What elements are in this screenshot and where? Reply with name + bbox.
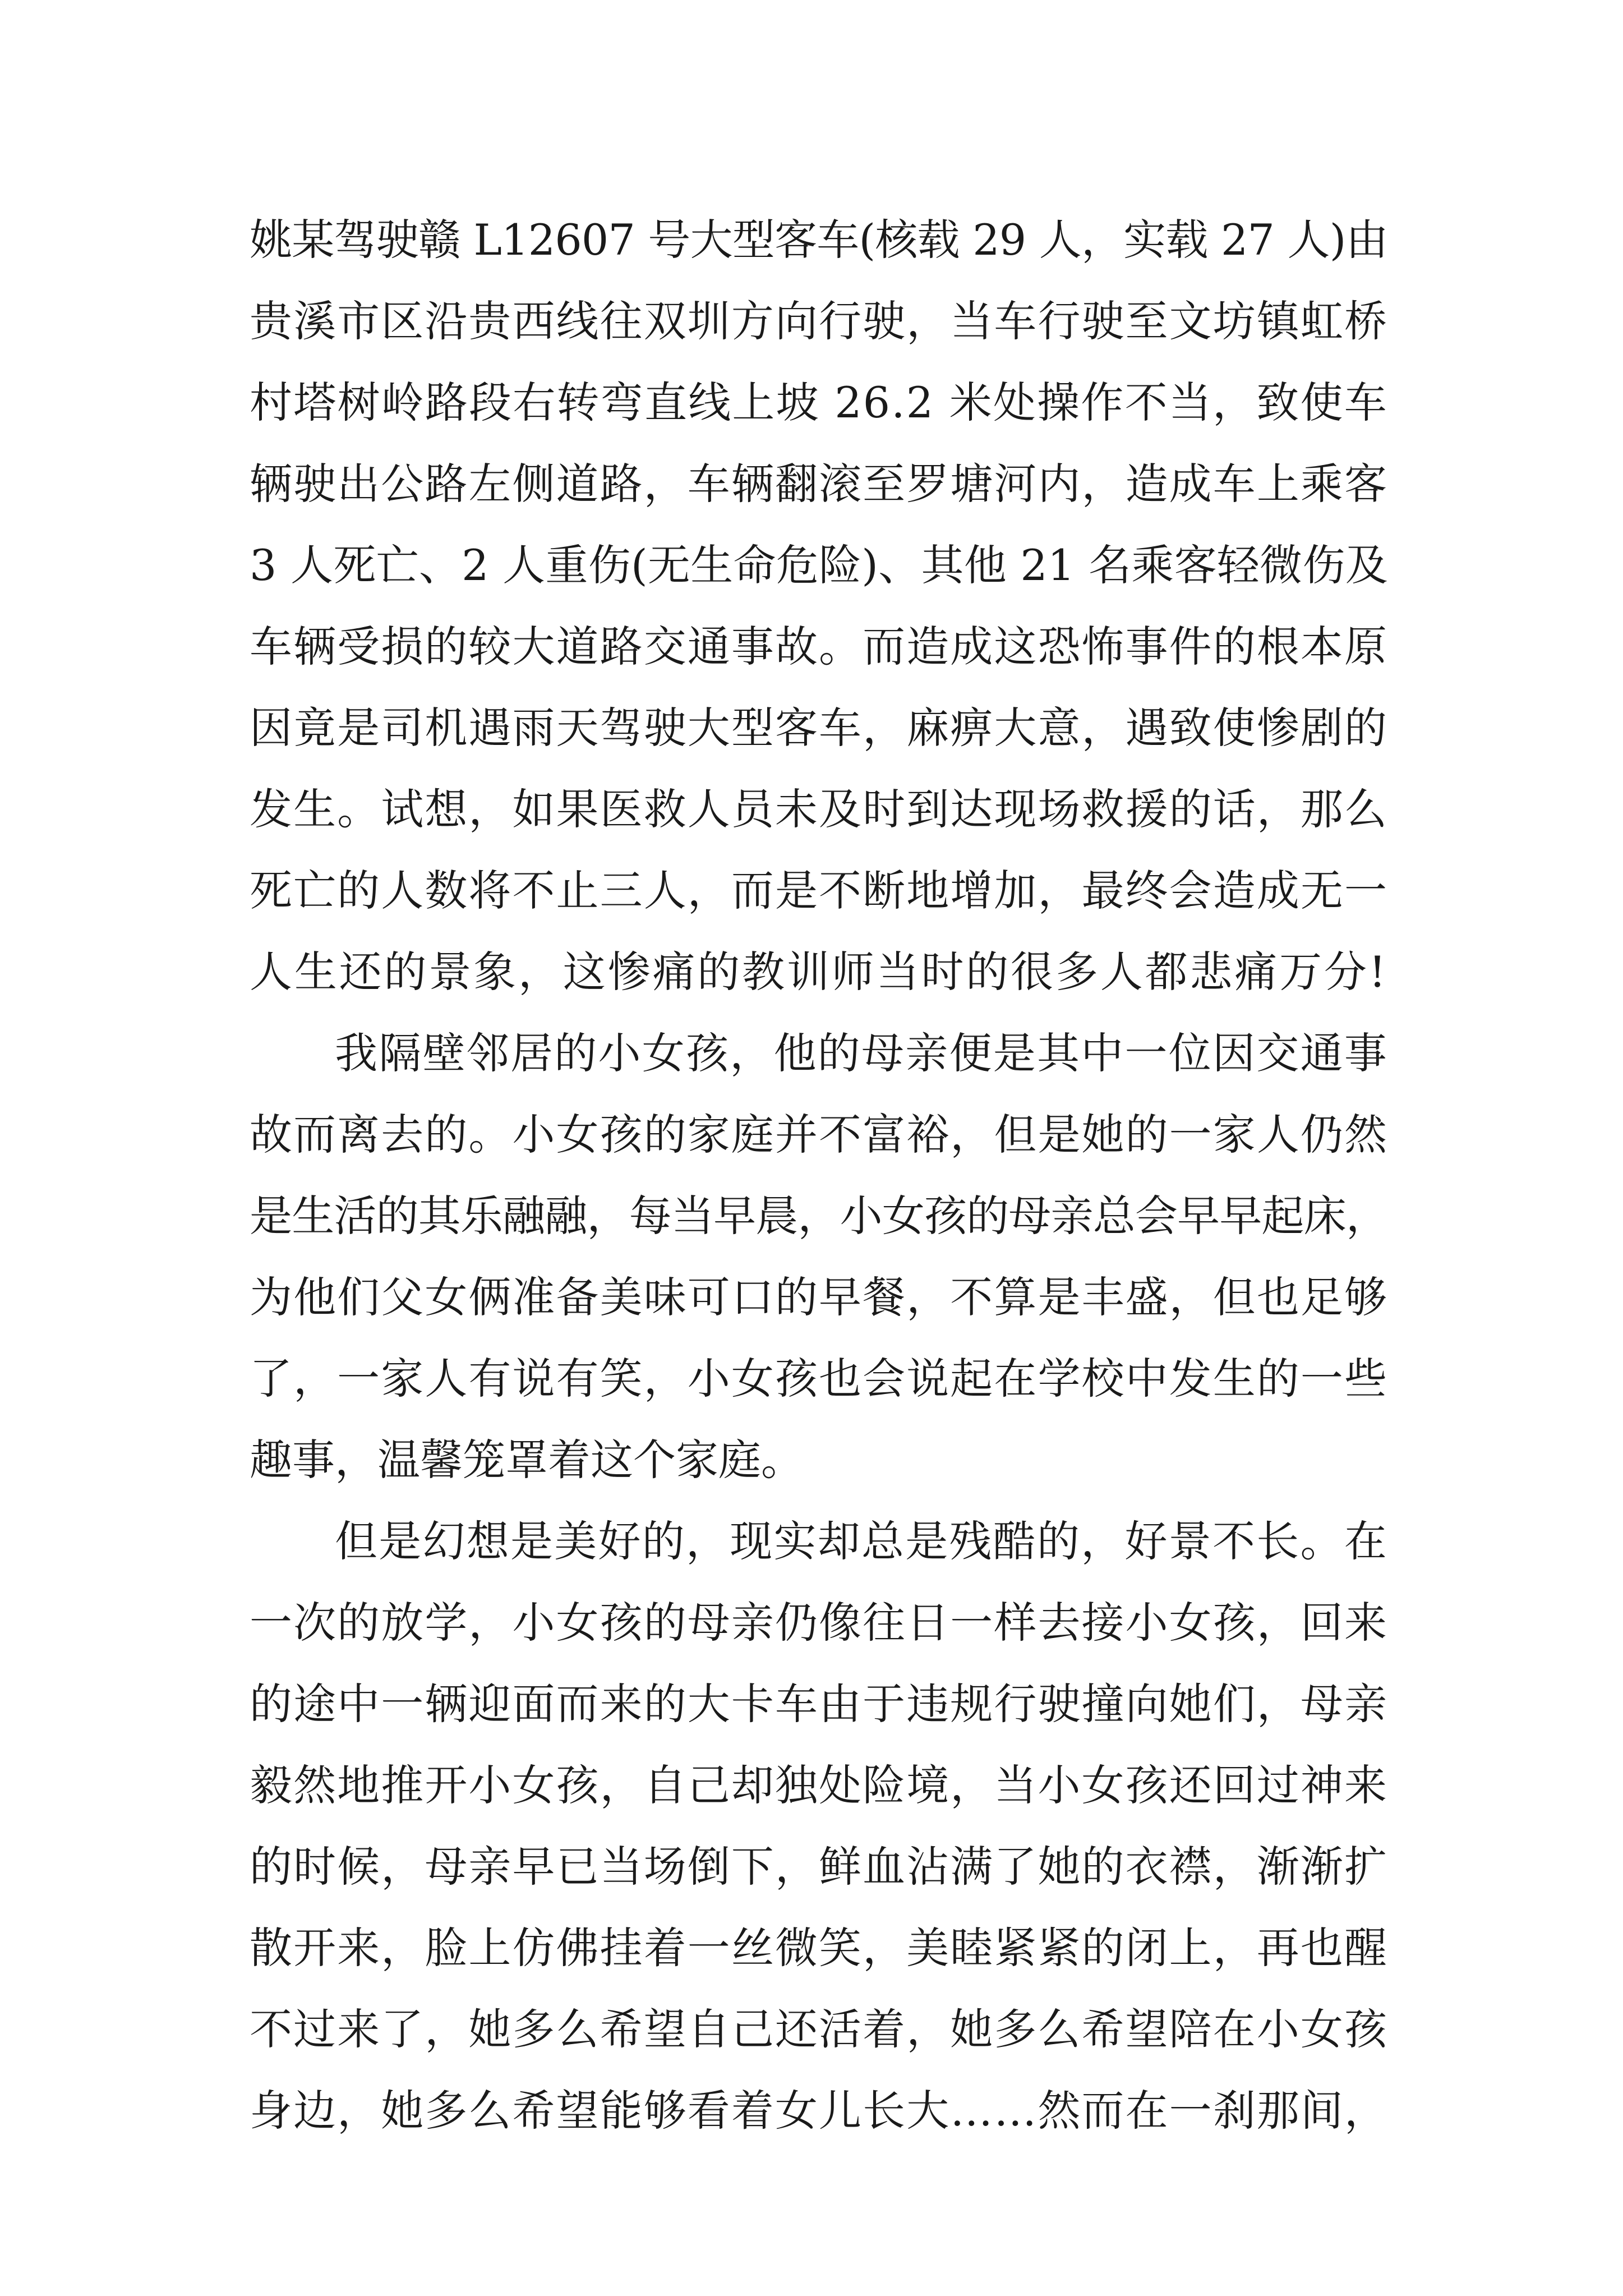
text-line: 趣事，温馨笼罩着这个家庭。: [250, 1435, 804, 1485]
text-line: 村塔树岭路段右转弯直线上坡 26.2 米处操作不当，致使车: [250, 378, 1388, 427]
document-body-text: [250, 199, 1388, 2151]
text-line: 但是幻想是美好的，现实却总是残酷的，好景不长。在: [335, 1516, 1388, 1566]
text-line: 为他们父女俩准备美味可口的早餐，不算是丰盛，但也足够: [250, 1272, 1389, 1322]
text-line: 是生活的其乐融融，每当早晨，小女孩的母亲总会早早起床，: [250, 1191, 1389, 1241]
text-line: 姚某驾驶赣 L12607 号大型客车(核载 29 人，实载 27 人)由: [250, 215, 1388, 265]
text-line: 3 人死亡、2 人重伤(无生命危险)、其他 21 名乘客轻微伤及: [250, 540, 1388, 590]
text-line: 故而离去的。小女孩的家庭并不富裕，但是她的一家人仍然: [250, 1110, 1389, 1159]
text-line: 人生还的景象，这惨痛的教训师当时的很多人都悲痛万分!: [250, 947, 1389, 997]
text-line: 身边，她多么希望能够看着女儿长大……然而在一刹那间，: [250, 2086, 1389, 2136]
text-line: 死亡的人数将不止三人，而是不断地增加，最终会造成无一: [250, 866, 1389, 915]
text-line: 散开来，脸上仿佛挂着一丝微笑，美睦紧紧的闭上，再也醒: [250, 1923, 1389, 1973]
text-line: 因竟是司机遇雨天驾驶大型客车，麻痹大意，遇致使惨剧的: [250, 703, 1389, 753]
text-line: 我隔壁邻居的小女孩，他的母亲便是其中一位因交通事: [335, 1028, 1388, 1078]
text-line: 的时候，母亲早已当场倒下，鲜血沾满了她的衣襟，渐渐扩: [250, 1842, 1389, 1892]
text-line: 的途中一辆迎面而来的大卡车由于违规行驶撞向她们，母亲: [250, 1679, 1389, 1729]
text-line: 一次的放学，小女孩的母亲仍像往日一样去接小女孩，回来: [250, 1598, 1389, 1648]
text-line: 车辆受损的较大道路交通事故。而造成这恐怖事件的根本原: [250, 622, 1389, 671]
text-line: 发生。试想，如果医救人员未及时到达现场救援的话，那么: [250, 784, 1389, 834]
text-line: 贵溪市区沿贵西线往双圳方向行驶，当车行驶至文坊镇虹桥: [250, 296, 1389, 346]
text-line: 辆驶出公路左侧道路，车辆翻滚至罗塘河内，造成车上乘客: [250, 459, 1389, 509]
text-line: 毅然地推开小女孩，自己却独处险境，当小女孩还回过神来: [250, 1760, 1389, 1810]
text-line: 不过来了，她多么希望自己还活着，她多么希望陪在小女孩: [250, 2004, 1389, 2054]
text-line: 了，一家人有说有笑，小女孩也会说起在学校中发生的一些: [250, 1354, 1389, 1404]
